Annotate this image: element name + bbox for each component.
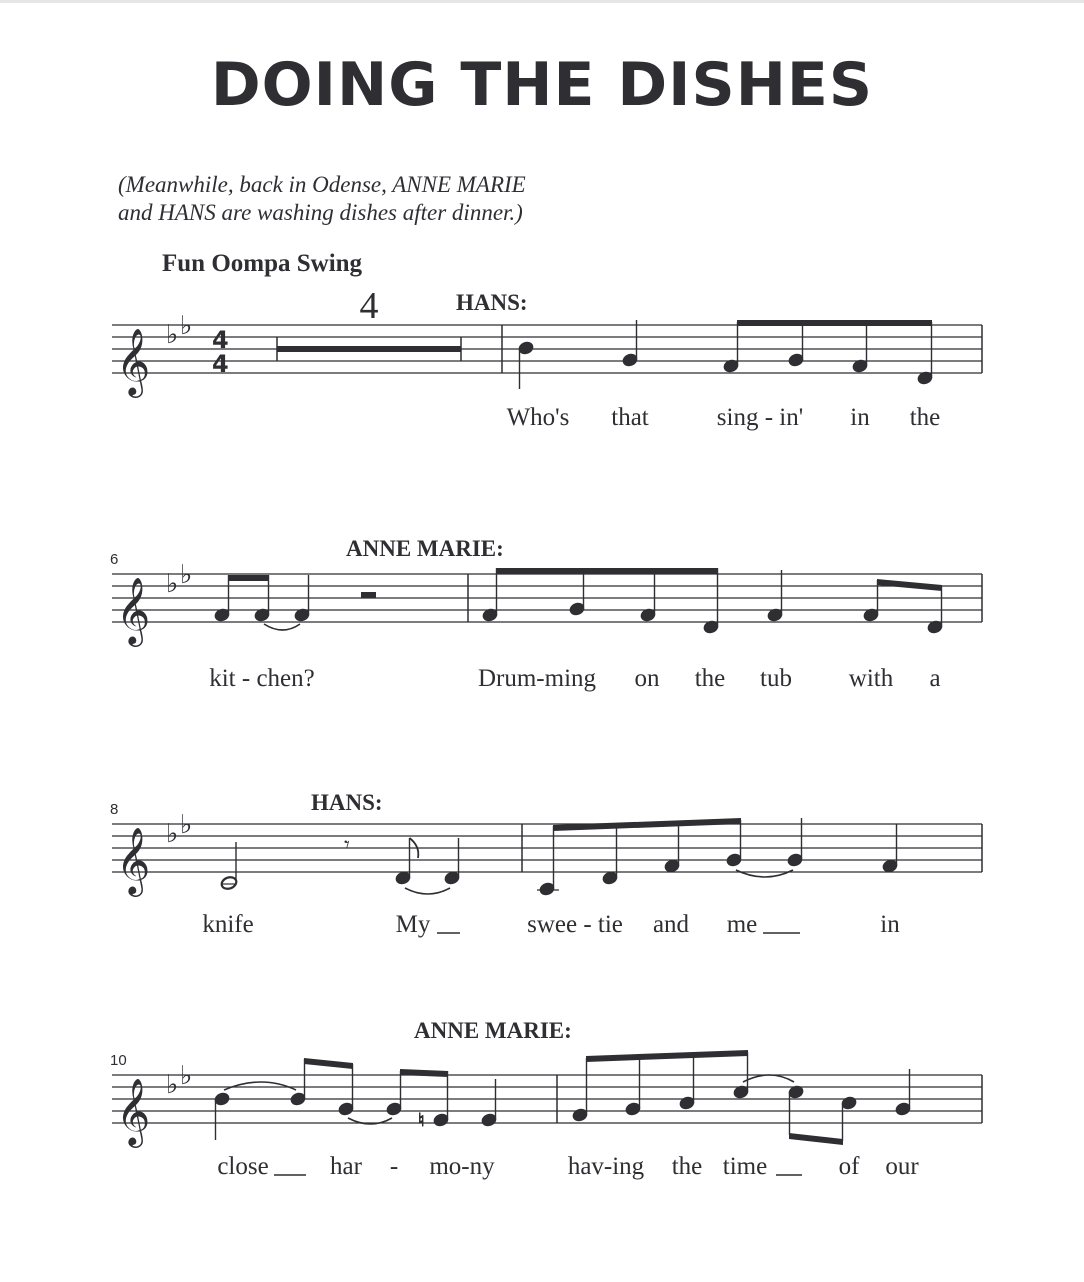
staff-lines [112,824,982,872]
lyric: hav-ing [567,1153,645,1180]
flat-icon: ♭ [166,569,179,599]
beam [553,818,741,831]
lyric: a [929,665,941,692]
song-title: DOING THE DISHES [210,50,874,120]
lyric: our [885,1153,919,1180]
flat-icon: ♭ [180,311,193,341]
notes [214,1050,912,1145]
lyrics-line-2 [209,665,940,692]
lyric: Who's [506,404,570,431]
treble-clef-icon: 𝄞 [116,1077,151,1145]
lyric: and [652,911,690,938]
multi-rest-count: 4 [359,285,379,327]
measure-number: 8 [110,801,119,818]
speaker-label: HANS: [456,290,528,315]
lyric: time [722,1153,768,1180]
speaker-label: HANS: [311,790,383,815]
staff-lines [112,574,982,622]
flat-icon: ♭ [180,810,193,840]
notes [518,320,934,389]
beam [586,1050,748,1062]
stage-direction-line-1: (Meanwhile, back in Odense, ANNE MARIE [118,172,526,197]
eighth-rest: 𝄾 [344,833,350,858]
measure-number: 6 [110,551,119,568]
lyric: swee - tie [527,911,623,938]
speaker-label: ANNE MARIE: [414,1018,572,1043]
lyric: - [389,1153,399,1180]
lyric: with [848,665,894,692]
lyric: the [671,1153,703,1180]
treble-clef-icon: 𝄞 [116,826,151,894]
half-rest [361,592,376,598]
staff-system-2 [110,536,982,692]
staff-system-3 [110,790,982,938]
lyric: on [634,665,660,692]
multi-measure-rest [277,346,461,352]
lyrics-line-3 [202,911,900,938]
lyric: in [850,404,870,431]
flat-icon: ♭ [180,1061,193,1091]
flat-icon: ♭ [166,819,179,849]
beam [400,1069,448,1077]
natural-icon: ♮ [418,1110,425,1131]
lyric: Drum-ming [477,665,597,692]
staff-system-4 [110,1018,982,1180]
lyric: har [330,1153,362,1180]
time-signature-top: 4 [212,326,229,354]
tie [405,888,450,894]
notes [214,568,944,635]
treble-clef-icon: 𝄞 [116,327,151,395]
half-note [220,875,238,890]
lyric: the [694,665,726,692]
lyric: My [395,911,431,938]
beam [737,320,932,326]
treble-clef-icon: 𝄞 [116,576,151,644]
stage-direction-line-2: and HANS are washing dishes after dinner.) [118,200,523,225]
tie [743,1075,794,1082]
tie [736,870,793,877]
lyric: in [880,911,900,938]
beam [789,1133,843,1145]
lyric: tub [760,665,792,692]
tie [224,1082,296,1090]
lyrics-line-4 [217,1153,919,1180]
tie [264,624,300,630]
lyric: kit - chen? [209,665,315,692]
flat-icon: ♭ [166,320,179,350]
lyric: that [611,404,649,431]
lyric: me [726,911,758,938]
staff-lines [112,325,982,373]
speaker-label: ANNE MARIE: [346,536,504,561]
flat-icon: ♭ [180,560,193,590]
lyric: close [217,1153,269,1180]
lyric: knife [202,911,254,938]
beam [496,568,718,574]
lyric: the [909,404,941,431]
time-signature-bottom: 4 [212,350,229,378]
notes [220,818,898,897]
beam [877,579,942,591]
lyric: mo-ny [429,1153,495,1180]
beam [228,575,269,581]
lyric: of [838,1153,860,1180]
staff-system-1 [112,285,982,431]
tempo-marking: Fun Oompa Swing [162,250,363,277]
flat-icon: ♭ [166,1070,179,1100]
lyrics-line-1 [507,404,941,431]
lyric: sing - in' [716,404,804,431]
beam [304,1058,353,1069]
measure-number: 10 [110,1052,127,1069]
